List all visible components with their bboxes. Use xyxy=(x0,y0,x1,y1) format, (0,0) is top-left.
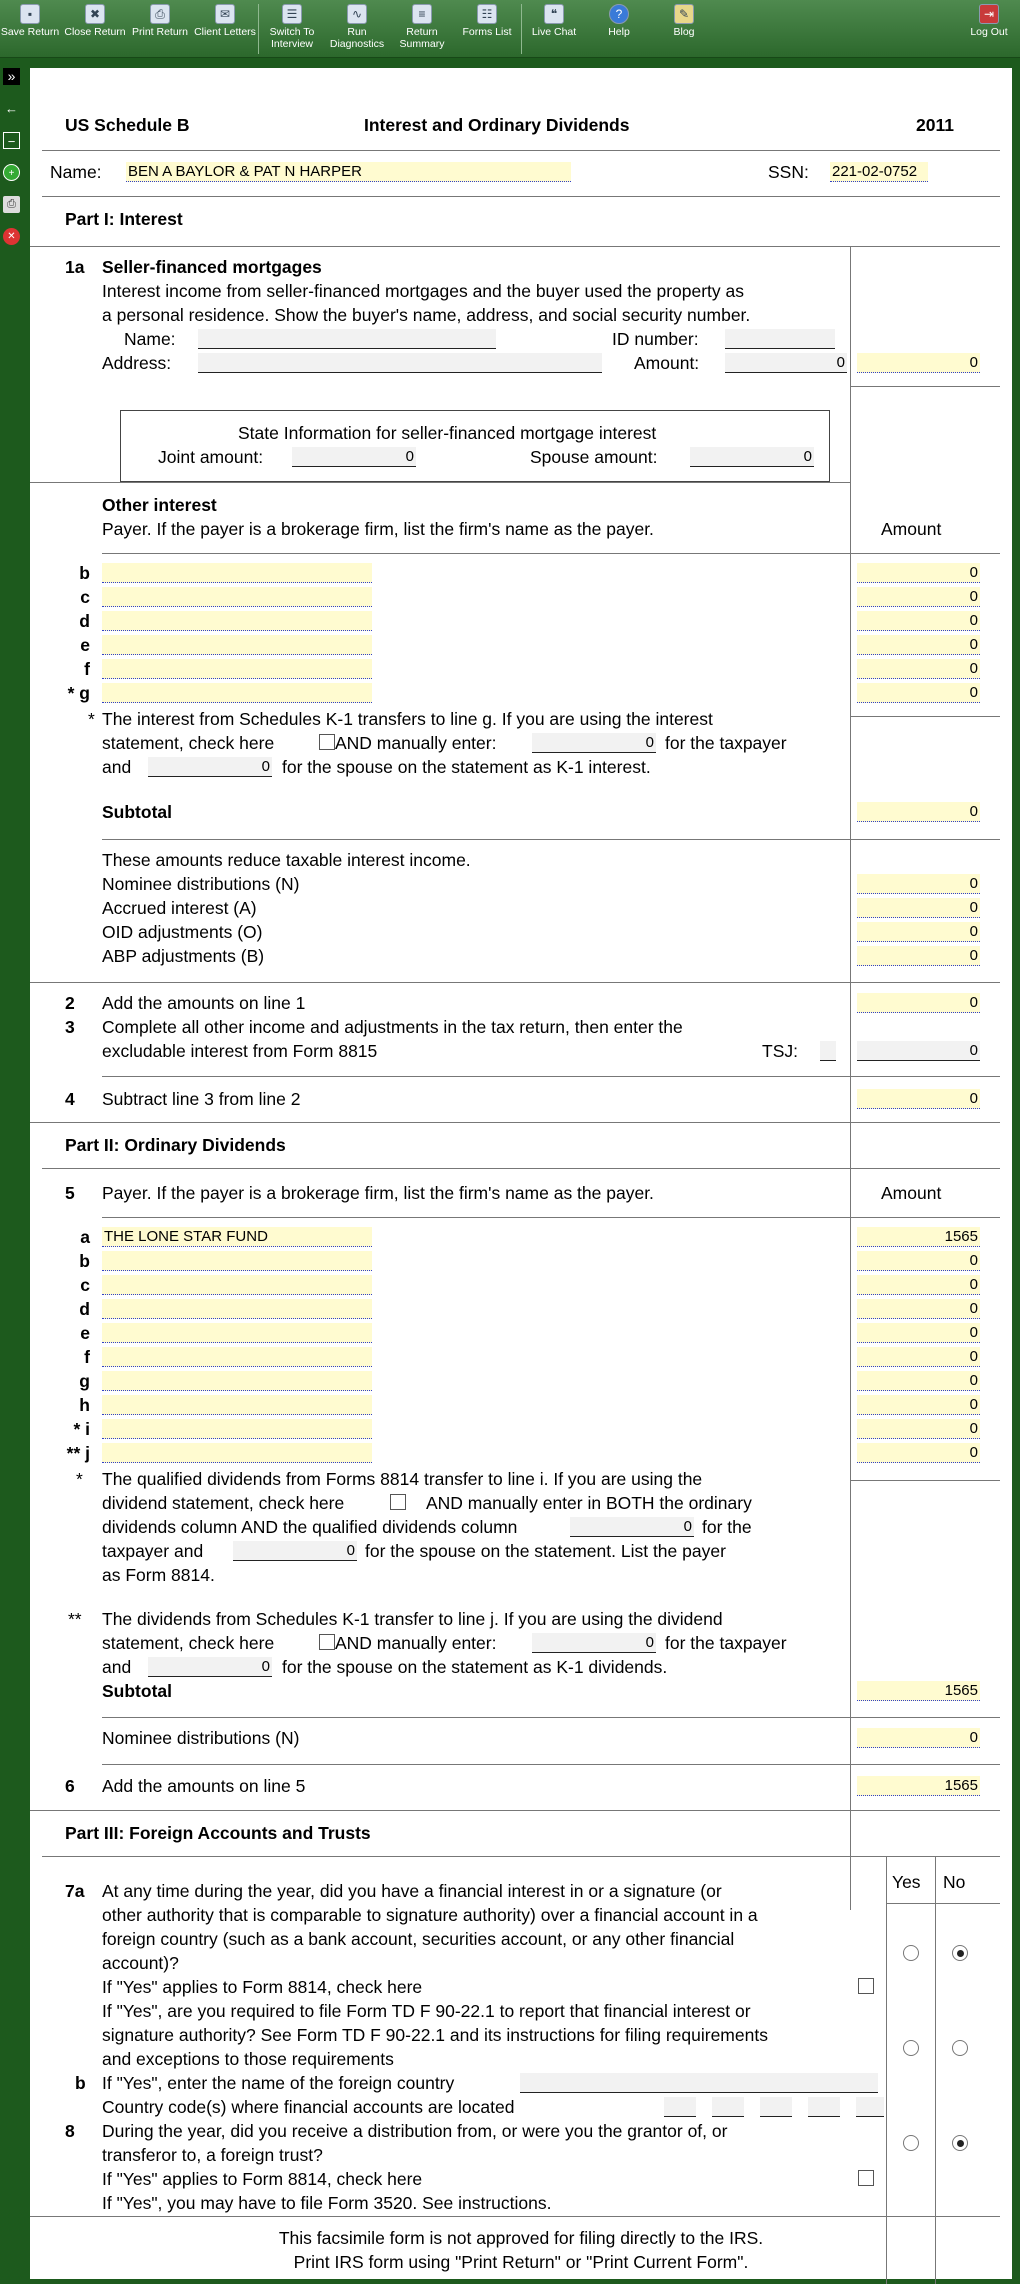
line7b-text: If "Yes", enter the name of the foreign country xyxy=(102,2073,455,2093)
divider xyxy=(102,1764,1000,1765)
divider xyxy=(42,1168,1000,1169)
footer-note: Print IRS form using "Print Return" or "Print Current Form". xyxy=(293,2252,749,2272)
part2-title: Part II: Ordinary Dividends xyxy=(65,1135,286,1155)
divider xyxy=(850,716,1000,717)
line3-label: excludable interest from Form 8815 xyxy=(102,1041,378,1061)
line5-number: 5 xyxy=(65,1183,75,1203)
taxpayer-name-field[interactable]: BEN A BAYLOR & PAT N HARPER xyxy=(126,162,571,182)
divider xyxy=(850,1480,1000,1481)
qualified-dividends-note: for the spouse on the statement. List the payer xyxy=(365,1541,726,1561)
ssn-label: SSN: xyxy=(768,162,809,182)
divider xyxy=(42,1856,1000,1857)
subtotal-label: Subtotal xyxy=(102,802,172,822)
blog-button[interactable]: ✎ Blog xyxy=(652,2,716,38)
joint-amount-label: Joint amount: xyxy=(158,447,264,467)
reduction-amount-field[interactable]: 0 xyxy=(857,946,980,966)
line-letter: e xyxy=(80,635,90,655)
no-column-rule xyxy=(935,1856,936,2284)
tsj-label: TSJ: xyxy=(762,1041,798,1061)
tsj-field[interactable] xyxy=(820,1041,836,1061)
add-icon[interactable]: + xyxy=(3,164,20,181)
line2-amount[interactable]: 0 xyxy=(857,993,980,1013)
save-icon: ▪ xyxy=(20,4,40,24)
reduction-label: ABP adjustments (B) xyxy=(102,946,265,966)
line8-8814-checkbox[interactable] xyxy=(858,2170,874,2186)
line3-amount[interactable]: 0 xyxy=(857,1041,980,1061)
tdf-yes-radio[interactable] xyxy=(903,2040,919,2056)
buyer-address-field[interactable] xyxy=(198,353,602,373)
amount-column-rule xyxy=(850,246,851,1191)
client-letters-button[interactable]: ✉ Client Letters xyxy=(193,2,257,38)
country-code-field[interactable] xyxy=(664,2097,696,2117)
dividend-payer-field[interactable]: THE LONE STAR FUND xyxy=(102,1227,372,1247)
line6-number: 6 xyxy=(65,1776,75,1796)
line-letter: d xyxy=(79,1299,90,1319)
help-icon: ? xyxy=(609,4,629,24)
line8-yes-radio[interactable] xyxy=(903,2135,919,2151)
qualified-taxpayer-field[interactable]: 0 xyxy=(570,1517,694,1537)
line5-desc: Payer. If the payer is a brokerage firm, list the firm's name as the payer. xyxy=(102,1183,654,1203)
part3-title: Part III: Foreign Accounts and Trusts xyxy=(65,1823,371,1843)
interest-payer-field[interactable] xyxy=(102,587,372,607)
schedule-b-form xyxy=(30,68,1012,2279)
interest-payer-field[interactable] xyxy=(102,683,372,703)
state-info-box xyxy=(120,410,830,482)
subtotal-label: Subtotal xyxy=(102,1681,172,1701)
interest-amount-field[interactable]: 0 xyxy=(857,659,980,679)
k1-dividends-note: for the taxpayer xyxy=(665,1633,787,1653)
line-letter: f xyxy=(84,659,90,679)
dividend-amount-field[interactable]: 0 xyxy=(857,1299,980,1319)
dividend-amount-field[interactable]: 1565 xyxy=(857,1227,980,1247)
line-letter: b xyxy=(79,1251,90,1271)
line7a-text: other authority that is comparable to signature authority) over a financial account in a xyxy=(102,1905,758,1925)
yes-column-rule xyxy=(886,1856,887,2284)
forms-list-button[interactable]: ☷ Forms List xyxy=(455,2,519,38)
divider xyxy=(850,386,1000,387)
live-chat-button[interactable]: ❝ Live Chat xyxy=(522,2,586,38)
divider xyxy=(30,246,1000,247)
interest-payer-field[interactable] xyxy=(102,563,372,583)
diagnostics-icon: ∿ xyxy=(347,4,367,24)
k1-interest-checkbox[interactable] xyxy=(319,734,335,750)
line4-label: Subtract line 3 from line 2 xyxy=(102,1089,301,1109)
state-info-title: State Information for seller-financed mortgage interest xyxy=(238,423,657,443)
joint-amount-field[interactable]: 0 xyxy=(292,447,416,467)
dividend-payer-field[interactable] xyxy=(102,1299,372,1319)
left-sidebar xyxy=(0,58,30,2279)
line1a-amount[interactable]: 0 xyxy=(857,353,980,373)
log-out-button[interactable]: ⇥ Log Out xyxy=(957,2,1020,38)
line-letter: a xyxy=(80,1227,90,1247)
line6-label: Add the amounts on line 5 xyxy=(102,1776,306,1796)
qualified-dividends-note: taxpayer and xyxy=(102,1541,204,1561)
dividend-payer-field[interactable] xyxy=(102,1251,372,1271)
form-title: Interest and Ordinary Dividends xyxy=(364,115,630,135)
yes-header: Yes xyxy=(892,1872,921,1892)
dividend-amount-field[interactable]: 0 xyxy=(857,1443,980,1463)
reduction-label: OID adjustments (O) xyxy=(102,922,263,942)
footer-note: This facsimile form is not approved for filing directly to the IRS. xyxy=(278,2228,764,2248)
interest-payer-field[interactable] xyxy=(102,635,372,655)
line7a-text: and exceptions to those requirements xyxy=(102,2049,394,2069)
toolbar xyxy=(0,0,1020,58)
note-marker: ** xyxy=(68,1609,82,1629)
spouse-amount-label: Spouse amount: xyxy=(530,447,658,467)
line8-text: If "Yes" applies to Form 8814, check here xyxy=(102,2169,423,2189)
line2-label: Add the amounts on line 1 xyxy=(102,993,306,1013)
other-interest-desc: Payer. If the payer is a brokerage firm, list the firm's name as the payer. xyxy=(102,519,654,539)
reduction-label: Accrued interest (A) xyxy=(102,898,257,918)
amount-header: Amount xyxy=(881,1183,942,1203)
divider xyxy=(30,982,1000,983)
reduction-amount-field[interactable]: 0 xyxy=(857,898,980,918)
line7a-text: signature authority? See Form TD F 90-22.1 and its instructions for filing requirements xyxy=(102,2025,768,2045)
line8-text: During the year, did you receive a distribution from, or were you the grantor of, or xyxy=(102,2121,728,2141)
line8-text: transferor to, a foreign trust? xyxy=(102,2145,323,2165)
nominee-label: Nominee distributions (N) xyxy=(102,1728,300,1748)
reduction-amount-field[interactable]: 0 xyxy=(857,874,980,894)
k1-dividends-note: AND manually enter: xyxy=(335,1633,497,1653)
arrow-left-icon[interactable]: ← xyxy=(5,101,18,116)
qualified-dividends-note: The qualified dividends from Forms 8814 transfer to line i. If you are using the xyxy=(102,1469,703,1489)
dividend-amount-field[interactable]: 0 xyxy=(857,1251,980,1271)
id-number-label: ID number: xyxy=(612,329,699,349)
help-button[interactable]: ? Help xyxy=(587,2,651,38)
line7a-text: If "Yes" applies to Form 8814, check here xyxy=(102,1977,423,1997)
dividend-payer-field[interactable] xyxy=(102,1275,372,1295)
forms-list-icon: ☷ xyxy=(477,4,497,24)
qualified-spouse-field[interactable]: 0 xyxy=(233,1541,357,1561)
line7a-text: If "Yes", are you required to file Form TD F 90-22.1 to report that financial interest or xyxy=(102,2001,751,2021)
dividends-nominee-amount[interactable]: 0 xyxy=(857,1728,980,1748)
line7b-text: Country code(s) where financial accounts are located xyxy=(102,2097,515,2117)
dividend-amount-field[interactable]: 0 xyxy=(857,1275,980,1295)
k1-interest-note: and xyxy=(102,757,132,777)
ssn-field[interactable]: 221-02-0752 xyxy=(830,162,928,182)
qualified-dividends-checkbox[interactable] xyxy=(390,1494,406,1510)
line2-number: 2 xyxy=(65,993,75,1013)
line1a-title: Seller-financed mortgages xyxy=(102,257,322,277)
toolbar-separator xyxy=(258,4,259,54)
line-letter: * i xyxy=(73,1419,90,1439)
divider xyxy=(102,553,1000,554)
note-marker: * xyxy=(88,709,95,729)
close-return-button[interactable]: ✖ Close Return xyxy=(63,2,127,38)
k1-dividends-checkbox[interactable] xyxy=(319,1634,335,1650)
tax-year: 2011 xyxy=(916,115,954,135)
line7a-yes-radio[interactable] xyxy=(903,1945,919,1961)
line4-number: 4 xyxy=(65,1089,75,1109)
line-letter: h xyxy=(79,1395,90,1415)
mortgage-amount-field[interactable]: 0 xyxy=(725,353,847,373)
tdf-no-radio[interactable] xyxy=(952,2040,968,2056)
interview-icon: ☰ xyxy=(282,4,302,24)
summary-icon: ≡ xyxy=(412,4,432,24)
divider xyxy=(102,839,1000,840)
line7b-number: b xyxy=(75,2073,86,2093)
k1-dividends-note: for the spouse on the statement as K-1 dividends. xyxy=(282,1657,668,1677)
k1-interest-note: for the taxpayer xyxy=(665,733,787,753)
k1-interest-note: The interest from Schedules K-1 transfers to line g. If you are using the interest xyxy=(102,709,713,729)
line7a-text: foreign country (such as a bank account, securities account, or any other financial xyxy=(102,1929,735,1949)
line7a-no-radio[interactable] xyxy=(952,1945,968,1961)
interest-payer-field[interactable] xyxy=(102,659,372,679)
qualified-dividends-note: dividend statement, check here xyxy=(102,1493,345,1513)
country-code-field[interactable] xyxy=(856,2097,884,2117)
printer-icon: ⎙ xyxy=(150,4,170,24)
address-label: Address: xyxy=(102,353,172,373)
k1-dividends-note: and xyxy=(102,1657,132,1677)
k1-dividends-note: The dividends from Schedules K-1 transfer to line j. If you are using the dividend xyxy=(102,1609,723,1629)
note-marker: * xyxy=(76,1469,83,1489)
divider xyxy=(102,1076,1000,1077)
amount-header: Amount xyxy=(881,519,942,539)
divider xyxy=(102,1217,1000,1218)
divider xyxy=(42,196,1000,197)
line-letter: ** j xyxy=(66,1443,90,1463)
dividends-subtotal[interactable]: 1565 xyxy=(857,1681,980,1701)
dividend-amount-field[interactable]: 0 xyxy=(857,1323,980,1343)
line-letter: e xyxy=(80,1323,90,1343)
dividend-payer-field[interactable] xyxy=(102,1347,372,1367)
dividend-payer-field[interactable] xyxy=(102,1323,372,1343)
interest-amount-field[interactable]: 0 xyxy=(857,563,980,583)
k1-interest-note: AND manually enter: xyxy=(335,733,497,753)
qualified-dividends-note: dividends column AND the qualified dividends column xyxy=(102,1517,518,1537)
qualified-dividends-note: as Form 8814. xyxy=(102,1565,215,1585)
delete-icon[interactable]: ✕ xyxy=(3,228,20,245)
interest-subtotal[interactable]: 0 xyxy=(857,802,980,822)
line-letter: d xyxy=(79,611,90,631)
dividend-amount-field[interactable]: 0 xyxy=(857,1347,980,1367)
dividend-payer-field[interactable] xyxy=(102,1395,372,1415)
run-diagnostics-button[interactable]: ∿ Run Diagnostics xyxy=(325,2,389,50)
line1a-desc: Interest income from seller-financed mortgages and the buyer used the property as xyxy=(102,281,745,301)
chat-icon: ❝ xyxy=(544,4,564,24)
k1-interest-note: for the spouse on the statement as K-1 interest. xyxy=(282,757,651,777)
buyer-id-field[interactable] xyxy=(725,329,835,349)
line1a-desc: a personal residence. Show the buyer's name, address, and social security number. xyxy=(102,305,751,325)
dividend-payer-field[interactable] xyxy=(102,1371,372,1391)
country-code-field[interactable] xyxy=(808,2097,840,2117)
line6-amount[interactable]: 1565 xyxy=(857,1776,980,1796)
close-return-icon: ✖ xyxy=(85,4,105,24)
country-code-field[interactable] xyxy=(760,2097,792,2117)
divider xyxy=(102,1717,1000,1718)
line4-amount[interactable]: 0 xyxy=(857,1089,980,1109)
k1-interest-taxpayer-field[interactable]: 0 xyxy=(532,733,656,753)
divider xyxy=(886,1903,1000,1904)
qualified-dividends-note: AND manually enter in BOTH the ordinary xyxy=(426,1493,752,1513)
line8-text: If "Yes", you may have to file Form 3520. See instructions. xyxy=(102,2193,552,2213)
interest-amount-field[interactable]: 0 xyxy=(857,635,980,655)
foreign-country-field[interactable] xyxy=(520,2073,878,2093)
line7a-text: account)? xyxy=(102,1953,179,1973)
sidebar-toggle-icon[interactable]: » xyxy=(3,68,20,85)
k1-dividends-note: statement, check here xyxy=(102,1633,275,1653)
reduction-label: Nominee distributions (N) xyxy=(102,874,300,894)
dividend-payer-field[interactable] xyxy=(102,1443,372,1463)
country-code-field[interactable] xyxy=(712,2097,744,2117)
amount-label: Amount: xyxy=(634,353,700,373)
print-return-button[interactable]: ⎙ Print Return xyxy=(128,2,192,38)
dividend-payer-field[interactable] xyxy=(102,1419,372,1439)
line-letter: f xyxy=(84,1347,90,1367)
divider xyxy=(30,1810,1000,1811)
return-summary-button[interactable]: ≡ Return Summary xyxy=(390,2,454,50)
collapse-icon[interactable]: − xyxy=(3,132,20,149)
line7a-number: 7a xyxy=(65,1881,85,1901)
dividend-amount-field[interactable]: 0 xyxy=(857,1371,980,1391)
form-name: US Schedule B xyxy=(65,115,190,135)
reduce-intro: These amounts reduce taxable interest income. xyxy=(102,850,471,870)
name-label: Name: xyxy=(50,162,102,182)
divider xyxy=(42,150,1000,151)
line7a-8814-checkbox[interactable] xyxy=(858,1978,874,1994)
switch-to-interview-button[interactable]: ☰ Switch To Interview xyxy=(260,2,324,50)
line8-no-radio[interactable] xyxy=(952,2135,968,2151)
line7a-text: At any time during the year, did you have a financial interest in or a signature (or xyxy=(102,1881,722,1901)
line-letter: b xyxy=(79,563,90,583)
interest-amount-field[interactable]: 0 xyxy=(857,587,980,607)
line1a-number: 1a xyxy=(65,257,85,277)
blog-icon: ✎ xyxy=(674,4,694,24)
part1-title: Part I: Interest xyxy=(65,209,183,229)
dividend-amount-field[interactable]: 0 xyxy=(857,1419,980,1439)
k1-interest-note: statement, check here xyxy=(102,733,275,753)
save-return-button[interactable]: ▪ Save Return xyxy=(0,2,62,38)
reduction-amount-field[interactable]: 0 xyxy=(857,922,980,942)
divider xyxy=(30,1122,1000,1123)
k1-dividends-spouse-field[interactable]: 0 xyxy=(148,1657,272,1677)
buyer-name-label: Name: xyxy=(124,329,176,349)
line-letter: c xyxy=(80,587,90,607)
k1-interest-spouse-field[interactable]: 0 xyxy=(148,757,272,777)
line8-number: 8 xyxy=(65,2121,75,2141)
no-header: No xyxy=(943,1872,966,1892)
interest-payer-field[interactable] xyxy=(102,611,372,631)
line-letter: c xyxy=(80,1275,90,1295)
other-interest-title: Other interest xyxy=(102,495,217,515)
letters-icon: ✉ xyxy=(215,4,235,24)
line-letter: g xyxy=(79,1371,90,1391)
line3-number: 3 xyxy=(65,1017,75,1037)
divider xyxy=(30,2216,1000,2217)
interest-amount-field[interactable]: 0 xyxy=(857,611,980,631)
dividend-amount-field[interactable]: 0 xyxy=(857,1395,980,1415)
interest-amount-field[interactable]: 0 xyxy=(857,683,980,703)
spouse-amount-field[interactable]: 0 xyxy=(690,447,814,467)
logout-icon: ⇥ xyxy=(979,4,999,24)
k1-dividends-taxpayer-field[interactable]: 0 xyxy=(532,1633,656,1653)
amount-column-rule xyxy=(850,1168,851,1910)
line-letter: * g xyxy=(67,683,90,703)
divider xyxy=(30,482,850,483)
line3-label: Complete all other income and adjustments in the tax return, then enter the xyxy=(102,1017,683,1037)
buyer-name-field[interactable] xyxy=(198,329,496,349)
printer-icon[interactable]: ⎙ xyxy=(3,196,20,213)
qualified-dividends-note: for the xyxy=(702,1517,752,1537)
